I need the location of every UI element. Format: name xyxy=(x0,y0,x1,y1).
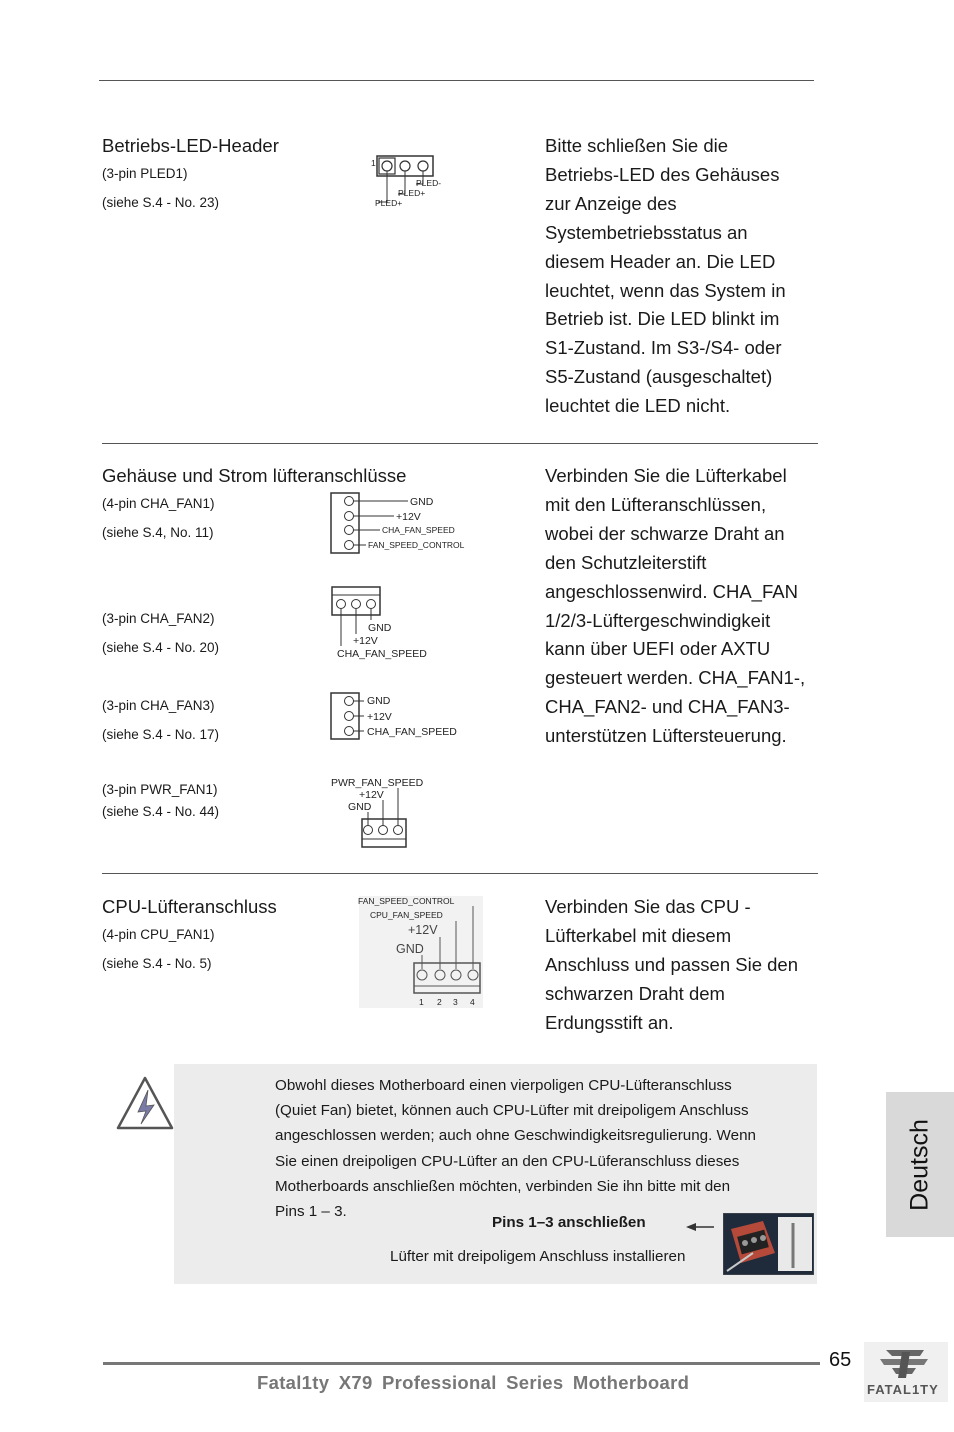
pwr-fan1-ref: (siehe S.4 - No. 44) xyxy=(102,804,220,819)
cha-fan1-gnd-label: GND xyxy=(410,496,434,508)
led-header-description: Bitte schließen Sie die Betriebs-LED des Gehäuses zur Anzeige des Systembetriebsstatus an diesem Header an. Die LED leuchtet, wenn das System in Betrieb ist. Die LED blinkt im S1-Zustand. Im S3-/S4- oder S5-Zustand (ausgeschaltet) leuchtet die LED nicht. xyxy=(545,135,786,417)
pled-plus-label-2: PLED+ xyxy=(375,198,403,208)
cpu-fan-title: CPU-Lüfteranschluss xyxy=(102,896,277,917)
cha-fan2-speed-label: CHA_FAN_SPEED xyxy=(337,648,427,660)
cha-fan3-ref: (siehe S.4 - No. 17) xyxy=(102,727,220,742)
cha-fan2-connector-diagram xyxy=(330,584,470,662)
cpu-fan-description: Verbinden Sie das CPU - Lüfterkabel mit diesem Anschluss und passen Sie den schwarzen Draht dem Erdungsstift an. xyxy=(545,896,799,1033)
note-text: Obwohl dieses Motherboard einen vierpoligen CPU-Lüfteranschluss (Quiet Fan) bietet, können auch CPU-Lüfter mit dreipoligem Anschluss angeschlossen werden; auch ohne Geschwindigkeitsregulierung. Wenn Sie einen dreipoligen CPU-Lüfter an den CPU-Lüferanschluss dieses Motherboards anschließen möchten, verbinden Sie ihn bitte mit den Pins 1 – 3. xyxy=(275,1077,756,1221)
led-header-title: Betriebs-LED-Header xyxy=(102,135,279,156)
cha-fan1-speed-label: CHA_FAN_SPEED xyxy=(382,525,455,535)
cpu-fan-connector-diagram xyxy=(356,893,486,1011)
pins-connect-label: Pins 1–3 anschließen xyxy=(492,1214,646,1231)
pled-connector-diagram xyxy=(368,152,458,212)
cha-fan2-pin: (3-pin CHA_FAN2) xyxy=(102,611,215,626)
install-fan-label: Lüfter mit dreipoligem Anschluss installieren xyxy=(390,1248,686,1265)
pled-minus-label: PLED- xyxy=(416,178,442,188)
cpu-fan-control-label: FAN_SPEED_CONTROL xyxy=(358,896,455,906)
cpu-fan-pin-number-3: 3 xyxy=(453,997,458,1007)
led-header-ref: (siehe S.4 - No. 23) xyxy=(102,195,220,210)
pwr-fan1-speed-label: PWR_FAN_SPEED xyxy=(331,777,424,789)
pled-plus-label: PLED+ xyxy=(398,188,426,198)
cpu-fan-ref: (siehe S.4 - No. 5) xyxy=(102,956,212,971)
cha-fan1-12v-label: +12V xyxy=(396,511,421,523)
pwr-fan1-12v-label: +12V xyxy=(359,789,384,801)
cha-fan3-12v-label: +12V xyxy=(367,711,392,723)
pwr-fan1-pin: (3-pin PWR_FAN1) xyxy=(102,782,218,797)
cha-fan2-ref: (siehe S.4 - No. 20) xyxy=(102,640,220,655)
divider-1 xyxy=(102,443,818,444)
cha-fan1-connector-diagram xyxy=(328,490,488,556)
cha-fan2-12v-label: +12V xyxy=(353,635,378,647)
cpu-fan-pin-number-4: 4 xyxy=(470,997,475,1007)
cha-fan1-control-label: FAN_SPEED_CONTROL xyxy=(368,540,465,550)
pwr-fan1-connector-diagram xyxy=(328,773,448,851)
cha-fan3-gnd-label: GND xyxy=(367,695,391,707)
cha-fan2-gnd-label: GND xyxy=(368,622,392,634)
cpu-fan-speed-label: CPU_FAN_SPEED xyxy=(370,910,443,920)
cha-fan3-pin: (3-pin CHA_FAN3) xyxy=(102,698,215,713)
fans-description: Verbinden Sie die Lüfterkabel mit den Lüfteranschlüssen, wobei der schwarze Draht an den Schutzleiterstift angeschlossenwird. CHA_FAN 1/2/3-Lüftergeschwindigkeit kann über UEFI oder AXTU gesteuert werden. CHA_FAN1-, CHA_FAN2- und CHA_FAN3- unterstützen Lüftersteuerung. xyxy=(545,465,806,747)
cpu-fan-gnd-label: GND xyxy=(396,942,424,956)
pwr-fan1-gnd-label: GND xyxy=(348,801,372,813)
fans-title: Gehäuse und Strom lüfteranschlüsse xyxy=(102,465,407,486)
cha-fan3-connector-diagram xyxy=(328,690,478,742)
language-tab xyxy=(886,1092,954,1237)
arrow-left-icon xyxy=(684,1220,718,1234)
top-rule xyxy=(99,80,814,81)
cpu-fan-pin: (4-pin CPU_FAN1) xyxy=(102,927,215,942)
page-number: 65 xyxy=(829,1349,852,1371)
fan-connector-photo xyxy=(723,1213,814,1275)
divider-2 xyxy=(102,873,818,874)
led-header-pin: (3-pin PLED1) xyxy=(102,166,188,181)
cpu-fan-pin-number-1: 1 xyxy=(419,997,424,1007)
language-tab-label: Deutsch xyxy=(905,1118,934,1211)
cha-fan1-ref: (siehe S.4, No. 11) xyxy=(102,525,214,540)
footer-title: Fatal1ty X79 Professional Series Motherboard xyxy=(257,1372,690,1393)
footer-rule xyxy=(103,1362,820,1365)
pled-pin1-label: 1 xyxy=(371,158,376,168)
cha-fan1-pin: (4-pin CHA_FAN1) xyxy=(102,496,215,511)
fatal1ty-logo xyxy=(864,1342,948,1402)
cpu-fan-12v-label: +12V xyxy=(408,923,438,937)
fatal1ty-logo-text: FATAL1TY xyxy=(867,1382,939,1397)
cpu-fan-pin-number-2: 2 xyxy=(437,997,442,1007)
cha-fan3-speed-label: CHA_FAN_SPEED xyxy=(367,726,457,738)
warning-icon xyxy=(114,1074,176,1132)
